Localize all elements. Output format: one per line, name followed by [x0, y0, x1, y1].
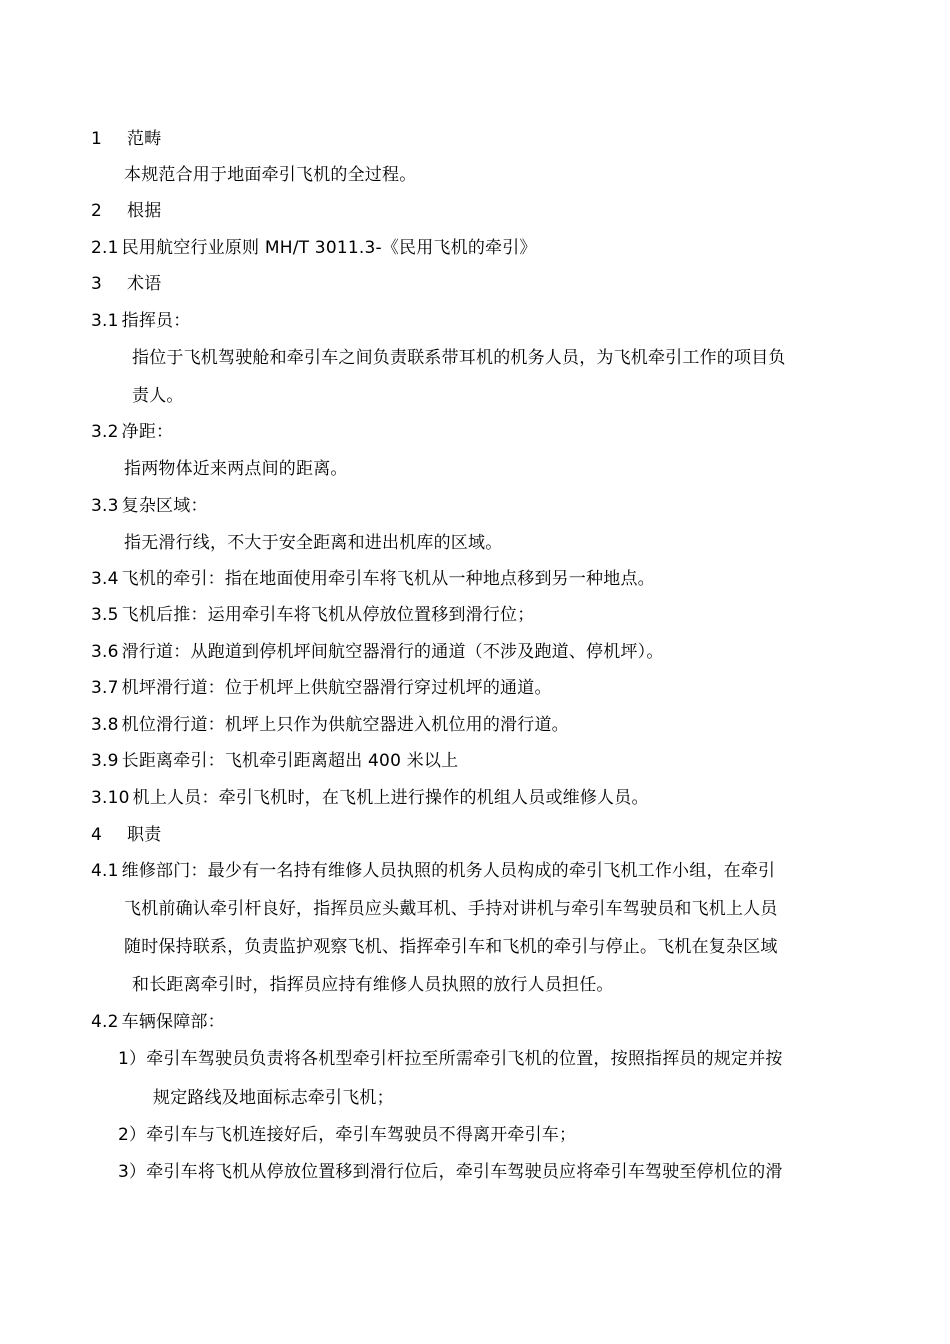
item-number: 3.8 [91, 715, 119, 735]
item-text: 长距离牵引：飞机牵引距离超出 400 米以上 [121, 751, 459, 771]
item-3-9 [91, 750, 458, 772]
item-text: 机位滑行道：机坪上只作为供航空器进入机位用的滑行道。 [121, 715, 569, 735]
section-number: 4 [91, 825, 103, 845]
item-label: 净距： [121, 422, 174, 442]
item-3-4 [91, 568, 655, 590]
section-title: 职责 [127, 825, 162, 845]
item-3-1-line2: 责人。 [132, 386, 184, 406]
list-number: 2） [118, 1125, 147, 1145]
item-4-1-line2: 飞机前确认牵引杆良好，指挥员应头戴耳机、手持对讲机与牵引车驾驶员和飞机上人员 [124, 899, 778, 919]
item-text: 机坪滑行道：位于机坪上供航空器滑行穿过机坪的通道。 [121, 678, 552, 698]
section-heading-1 [91, 128, 161, 150]
list-number: 1） [118, 1049, 147, 1069]
item-number: 3.4 [91, 569, 119, 589]
list-item-1-line2: 规定路线及地面标志牵引飞机； [153, 1088, 394, 1108]
item-number: 3.10 [91, 788, 130, 808]
item-label: 车辆保障部： [121, 1012, 225, 1032]
list-text: 牵引车与飞机连接好后，牵引车驾驶员不得离开牵引车； [146, 1125, 577, 1145]
list-text: 牵引车将飞机从停放位置移到滑行位后，牵引车驾驶员应将牵引车驾驶至停机位的滑 [146, 1162, 783, 1182]
item-3-5 [91, 604, 534, 626]
section-heading-4 [91, 824, 161, 846]
item-3-2-line1: 指两物体近来两点间的距离。 [124, 459, 348, 479]
item-3-7 [91, 677, 552, 699]
list-item-2 [118, 1124, 576, 1146]
list-text: 牵引车驾驶员负责将各机型牵引杆拉至所需牵引飞机的位置，按照指挥员的规定并按 [146, 1049, 783, 1069]
item-text: 飞机的牵引：指在地面使用牵引车将飞机从一种地点移到另一种地点。 [121, 569, 655, 589]
item-number: 3.3 [91, 496, 119, 516]
item-4-1-line4: 和长距离牵引时，指挥员应持有维修人员执照的放行人员担任。 [132, 975, 614, 995]
list-item-3 [118, 1161, 783, 1183]
item-number: 3.1 [91, 311, 119, 331]
item-text: 机上人员：牵引飞机时，在飞机上进行操作的机组人员或维修人员。 [132, 788, 649, 808]
item-3-3-line1: 指无滑行线，不大于安全距离和进出机库的区域。 [124, 533, 503, 553]
item-label: 指挥员： [121, 311, 191, 331]
section-heading-2 [91, 200, 161, 222]
item-2-1 [91, 237, 537, 259]
item-number: 4.1 [91, 861, 119, 881]
item-number: 3.9 [91, 751, 119, 771]
item-3-1 [91, 310, 190, 332]
item-text: 飞机后推：运用牵引车将飞机从停放位置移到滑行位； [121, 605, 535, 625]
item-number: 4.2 [91, 1012, 119, 1032]
item-number: 3.5 [91, 605, 119, 625]
item-4-1-line1 [91, 860, 775, 882]
item-3-3 [91, 495, 208, 517]
section-number: 2 [91, 201, 103, 221]
item-4-2 [91, 1011, 225, 1033]
item-text: 民用航空行业原则 MH/T 3011.3-《民用飞机的牵引》 [121, 238, 537, 258]
section-1-body: 本规范合用于地面牵引飞机的全过程。 [124, 165, 417, 185]
section-number: 3 [91, 274, 103, 294]
section-title: 范畴 [127, 129, 162, 149]
item-3-10 [91, 787, 649, 809]
item-text: 滑行道：从跑道到停机坪间航空器滑行的通道（不涉及跑道、停机坪）。 [121, 642, 664, 662]
section-heading-3 [91, 273, 161, 295]
item-3-1-line1: 指位于飞机驾驶舱和牵引车之间负责联系带耳机的机务人员，为飞机牵引工作的项目负 [132, 348, 786, 368]
item-3-2 [91, 421, 173, 443]
item-number: 3.2 [91, 422, 119, 442]
list-item-1-line1 [118, 1048, 783, 1070]
item-3-6 [91, 641, 664, 663]
item-3-8 [91, 714, 569, 736]
item-number: 3.7 [91, 678, 119, 698]
section-title: 根据 [127, 201, 162, 221]
item-number: 3.6 [91, 642, 119, 662]
section-number: 1 [91, 129, 103, 149]
section-title: 术语 [127, 274, 162, 294]
item-number: 2.1 [91, 238, 119, 258]
list-number: 3） [118, 1162, 147, 1182]
item-text: 维修部门：最少有一名持有维修人员执照的机务人员构成的牵引飞机工作小组，在牵引 [121, 861, 776, 881]
item-label: 复杂区域： [121, 496, 208, 516]
item-4-1-line3: 随时保持联系，负责监护观察飞机、指挥牵引车和飞机的牵引与停止。飞机在复杂区域 [124, 937, 778, 957]
